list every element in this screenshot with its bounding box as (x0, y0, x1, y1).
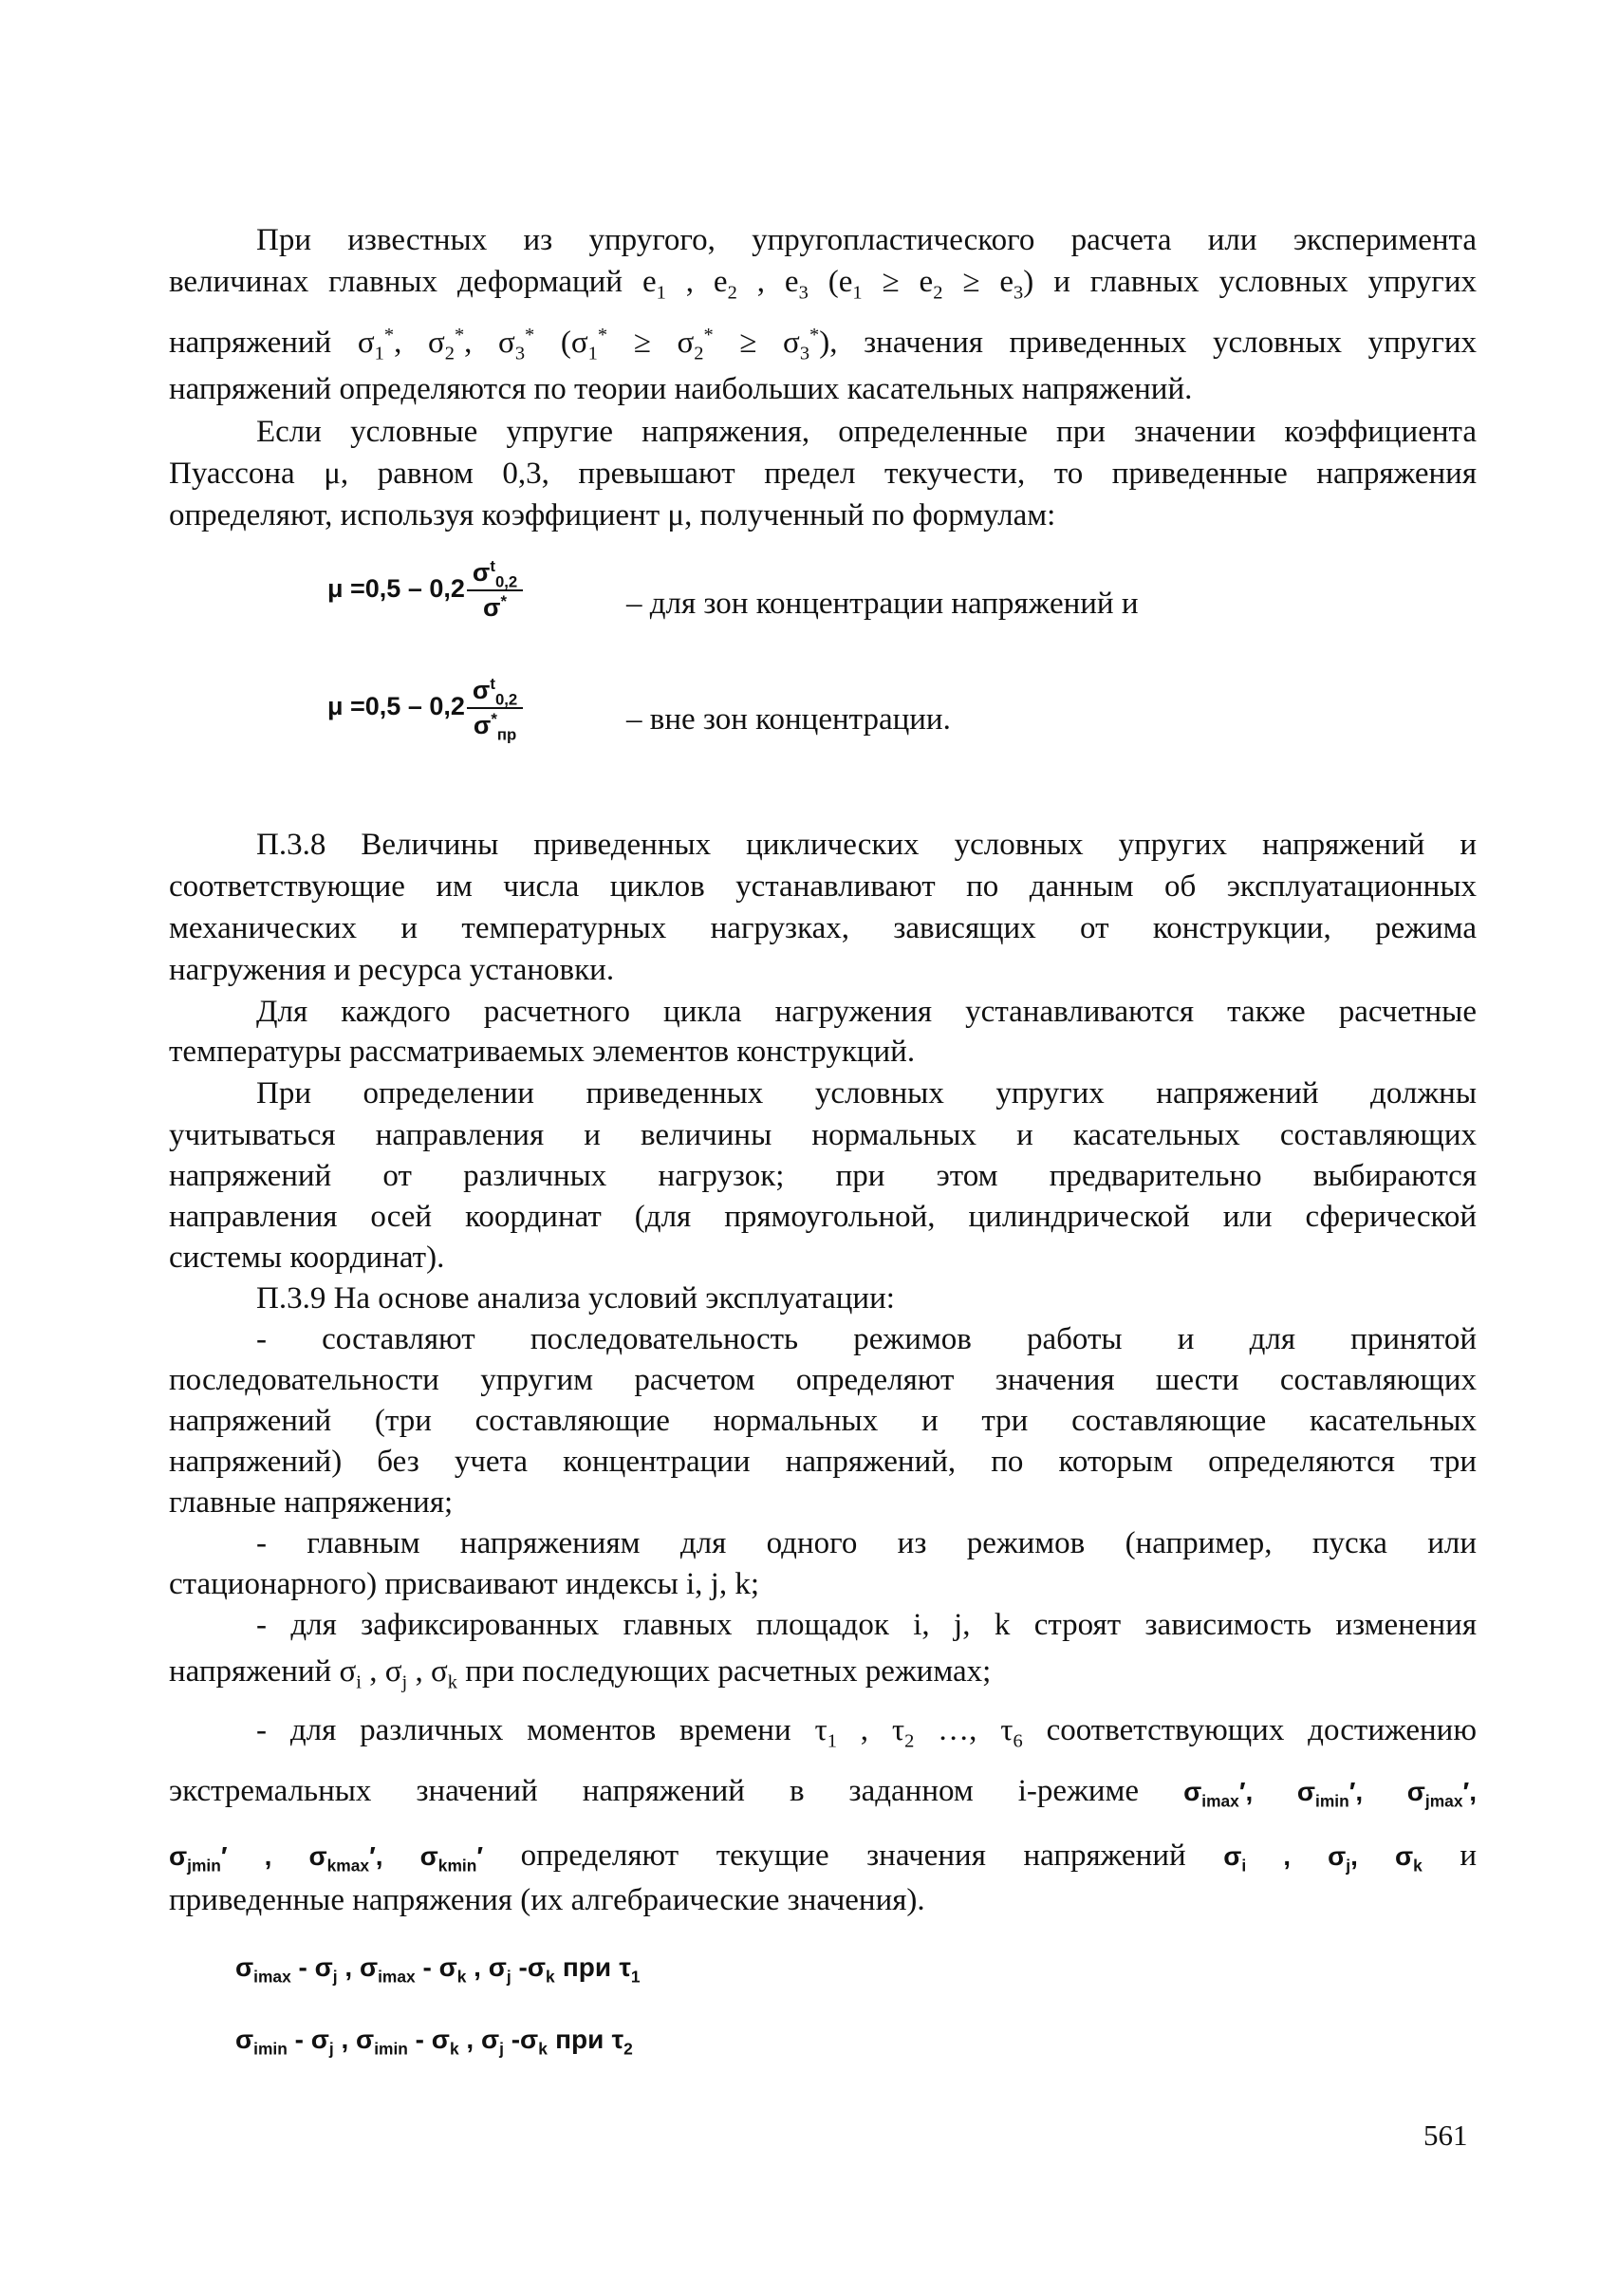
paragraph-line (169, 263, 1477, 304)
paragraph-line (169, 1198, 1477, 1236)
mu-symbol: μ (667, 498, 685, 532)
text-span: нагружения и ресурса установки. (169, 953, 615, 987)
list-item-line (169, 1484, 1477, 1521)
text-span: при (562, 1952, 612, 1982)
text-span: - главным напряжениям для одного из режимов (например, пуска или (256, 1526, 1477, 1560)
paragraph-line (256, 1279, 1477, 1317)
text-span: П.3.9 На основе анализа условий эксплуатации: (256, 1281, 895, 1316)
formula-inline: $\sigma_i$ , $\sigma_j$, $\sigma_k$ (1223, 1841, 1423, 1876)
text-span: – для зон концентрации напряжений и (626, 587, 1139, 621)
text-span: , равном 0,3, превышают предел текучести, то приведенные напряжения (340, 457, 1478, 491)
mu-symbol: μ (324, 457, 341, 491)
paragraph-line (256, 1074, 1477, 1112)
text-span: соответствующие им числа циклов устанавливают по данным об эксплуатационных (169, 869, 1477, 904)
list-item-line (169, 1361, 1477, 1399)
text-span: При определении приведенных условных упругих напряжений должны (256, 1076, 1477, 1111)
paragraph-line (169, 868, 1477, 905)
text-span: соответствующих достижению (1046, 1713, 1477, 1747)
paragraph-line (256, 993, 1477, 1031)
paragraph-line (169, 496, 1477, 534)
formula-inline: $\sigma_{jmin}'$ , $\sigma_{kmax}'$, $\sigma_{kmin}'$ (169, 1841, 484, 1876)
formula-inline: $\tau_1$ , $\tau_2$ …, $\tau_6$ (814, 1713, 1023, 1752)
text-span: напряжений от различных нагрузок; при этом предварительно выбираются (169, 1159, 1477, 1193)
text-span: – вне зон концентрации. (626, 702, 951, 737)
text-span: экстремальных значений напряжений в заданном i-режиме (169, 1774, 1140, 1808)
paragraph-line (169, 1033, 1477, 1071)
paragraph-line (256, 221, 1477, 259)
text-span: напряжений (169, 1654, 332, 1689)
text-span: Если условные упругие напряжения, определенные при значении коэффициента (256, 415, 1477, 449)
text-span: главные напряжения; (169, 1485, 454, 1520)
paragraph-line (169, 1157, 1477, 1195)
formula-line (235, 2020, 1089, 2059)
paragraph-line (256, 413, 1477, 451)
paragraph-line (169, 455, 1477, 493)
text-span: механических и температурных нагрузках, зависящих от конструкции, режима (169, 911, 1477, 945)
text-span: направления осей координат (для прямоугольной, цилиндрической или сферической (169, 1200, 1477, 1234)
list-item-line (256, 1711, 1477, 1752)
text-span: последовательности упругим расчетом определяют значения шести составляющих (169, 1363, 1477, 1397)
paragraph-line (169, 909, 1477, 947)
text-span: при (555, 2025, 604, 2054)
text-span: системы координат). (169, 1241, 445, 1275)
list-item-line (256, 1606, 1477, 1644)
text-span: учитываться направления и величины нормальных и касательных составляющих (169, 1118, 1477, 1152)
paragraph-line (169, 1239, 1477, 1277)
formula-inline: $\sigma_{imax} - \sigma_j$ , $\sigma_{imax} - \sigma_k$ , $\sigma_j$ $-\sigma_k$ (235, 1952, 555, 1987)
text-span: и (1460, 1839, 1477, 1873)
text-span: при последующих расчетных режимах; (465, 1654, 992, 1689)
text-span: П.3.8 Величины приведенных циклических условных упругих напряжений и (256, 828, 1477, 862)
text-span: , полученный по формулам: (684, 498, 1056, 532)
formula-inline: $\sigma_i$ , $\sigma_j$ , $\sigma_k$ (339, 1654, 457, 1693)
text-span: приведенные напряжения (их алгебраические значения). (169, 1883, 925, 1917)
text-span: Пуассона (169, 457, 295, 491)
text-span: определяют, используя коэффициент (169, 498, 660, 532)
text-span: - для различных моментов времени (256, 1713, 791, 1747)
formula-mu-outside: μ =0,5 – 0,2 $\frac{\sigma^t_{0,2}}{\sigma^*_{пр}}$ (327, 676, 525, 740)
formula-line (235, 1948, 1089, 1987)
list-item-line (169, 1443, 1477, 1481)
formula-inline: $\tau_1$ (619, 1952, 641, 1987)
paragraph-line (169, 1116, 1477, 1154)
text-span: напряжений) без учета концентрации напряжений, по которым определяются три (169, 1445, 1477, 1479)
text-span: и главных условных упругих (1053, 265, 1477, 299)
formula-inline: $\sigma_{imin} - \sigma_j$ , $\sigma_{imin} - \sigma_k$ , $\sigma_j$ $-\sigma_k$ (235, 2025, 548, 2059)
paragraph-line (169, 324, 1477, 362)
paragraph-line (169, 370, 1477, 408)
formula-note (626, 587, 1139, 622)
text-span: - составляют последовательность режимов работы и для принятой (256, 1322, 1477, 1356)
list-item-line (169, 1652, 1477, 1693)
text-span: напряжений (три составляющие нормальных и три составляющие касательных (169, 1404, 1477, 1438)
text-span: значения приведенных условных упругих (864, 326, 1478, 360)
paragraph-line (256, 826, 1477, 864)
list-item-line (256, 1320, 1477, 1358)
page-number: 561 (1423, 2119, 1468, 2152)
list-item-line (169, 1881, 1477, 1919)
text-span: Для каждого расчетного цикла нагружения устанавливаются также расчетные (256, 995, 1477, 1029)
text-span: - для зафиксированных главных площадок i, j, k строят зависимость изменения (256, 1608, 1477, 1642)
formula-inline: $e_1$ , $e_2$ , $e_3$ $(e_1 \ge e_2 \ge e_3)$ (642, 265, 1034, 304)
formula-mu-concentration: μ =0,5 – 0,2 $\frac{\sigma^t_{0,2}}{\sigma^*}$ (327, 558, 525, 623)
formula-inline: $\sigma_{imax}'$, $\sigma_{imin}'$, $\sigma_{jmax}'$, (1183, 1777, 1477, 1811)
text-span: напряжений определяются по теории наибольших касательных напряжений. (169, 372, 1193, 406)
paragraph-line (169, 951, 1477, 989)
formula-inline: $\sigma_1^*$, $\sigma_2^*$, $\sigma_3^*$ $(\sigma_1^* \ge \sigma_2^* \ge \sigma_3^*)$, (357, 325, 838, 364)
text-span: При известных из упругого, упругопластического расчета или эксперимента (256, 223, 1477, 257)
text-span: стационарного) присваивают индексы i, j, k; (169, 1567, 760, 1601)
formula-note (626, 702, 951, 737)
list-item-line (169, 1402, 1477, 1440)
list-item-line (169, 1837, 1477, 1876)
formula-inline: $\tau_2$ (611, 2025, 633, 2059)
list-item-line (256, 1524, 1477, 1562)
text-span: определяют текущие значения напряжений (520, 1839, 1186, 1873)
text-span: величинах главных деформаций (169, 265, 623, 299)
list-item-line (169, 1772, 1477, 1811)
text-span: напряжений (169, 326, 332, 360)
text-span: температуры рассматриваемых элементов конструкций. (169, 1035, 916, 1069)
list-item-line (169, 1565, 1477, 1603)
